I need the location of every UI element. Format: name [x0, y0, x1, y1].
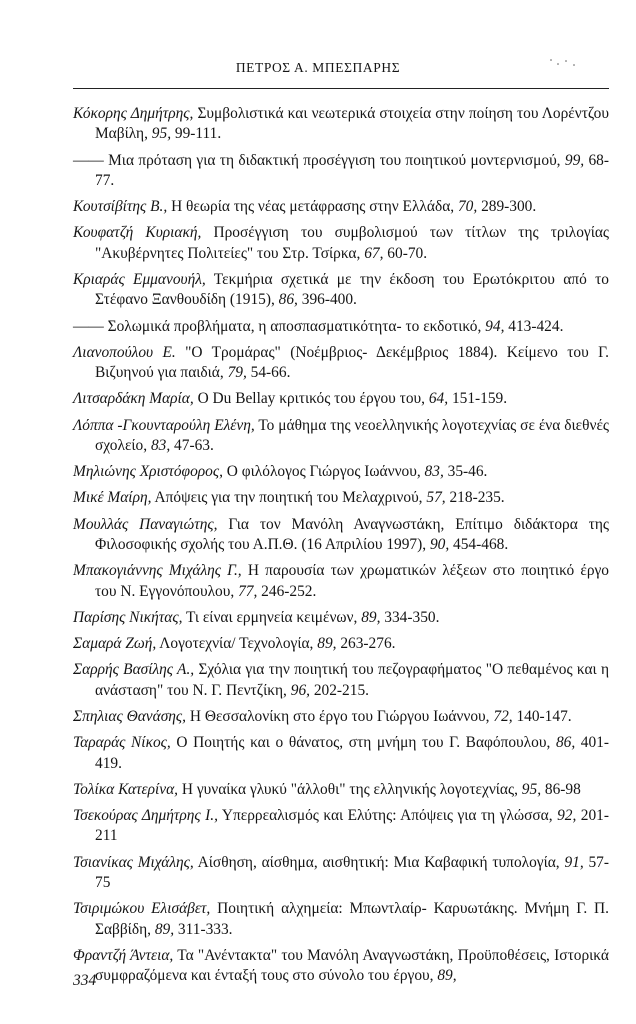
- bibliography-entry: [73, 780, 609, 800]
- entry-issue: 94,: [485, 317, 505, 335]
- entry-title: Η Θεσσαλονίκη στο έργο του Γιώργου Ιωάννου,: [186, 707, 494, 725]
- entry-title: Αίσθηση, αίσθημα, αισθητική: Μια Καβαφική τυπολογία,: [193, 853, 565, 871]
- entry-issue: 67,: [364, 244, 384, 262]
- bibliography-entry: [73, 561, 609, 602]
- bibliography-entry: [73, 733, 609, 774]
- entry-title: "Ο Τρομάρας" (Νοέμβριος- Δεκέμβριος 1884). Κείμενο του Γ. Βιζυηνού για παιδιά,: [95, 343, 609, 382]
- entry-pages: 47-63.: [170, 437, 214, 455]
- bibliography-entry: [73, 488, 609, 508]
- entry-title: Λογοτεχνία/ Τεχνολογία,: [156, 635, 318, 653]
- entry-pages: 311-333.: [174, 920, 233, 938]
- entry-pages: 289-300.: [477, 198, 537, 216]
- entry-author: Τσιριμώκου Ελισάβετ,: [73, 900, 211, 918]
- entry-title: Προσέγγιση του συμβολισμού των τίτλων της τριλογίας "Ακυβέρνητες Πολιτείες" του Στρ. Τσίρκα,: [95, 224, 610, 262]
- entry-pages: 401-419.: [95, 734, 610, 772]
- entry-pages: 54-66.: [246, 364, 291, 382]
- entry-issue: 86,: [555, 734, 576, 752]
- entry-pages: 413-424.: [504, 317, 564, 335]
- entry-issue: 95,: [521, 780, 542, 798]
- entry-title: Η γυναίκα γλυκύ "άλλοθι" της ελληνικής λογοτεχνίας,: [178, 780, 522, 798]
- entry-pages: 454-468.: [449, 536, 509, 554]
- entry-issue: 95,: [151, 125, 172, 143]
- entry-issue: 79,: [227, 364, 247, 382]
- bibliography-entry: [73, 223, 609, 264]
- entry-author: Παρίσης Νικήτας,: [73, 608, 183, 626]
- entry-author: Μικέ Μαίρη,: [73, 489, 152, 507]
- entry-author: Κουφατζή Κυριακή,: [73, 224, 202, 242]
- bibliography-entry: [73, 462, 609, 482]
- entry-pages: 218-235.: [445, 489, 505, 507]
- entry-issue: 83,: [424, 463, 444, 481]
- entry-issue: 70,: [457, 198, 478, 216]
- bibliography-entry: [73, 317, 609, 337]
- entry-title: Για τον Μανόλη Αναγνωστάκη, Επίτιμο διδάκτορα της Φιλοσοφικής σχολής του Α.Π.Θ. (16 Απριλίου 1997),: [95, 515, 609, 554]
- entry-title: Ποιητική αλχημεία: Μπωντλαίρ- Καρυωτάκης. Μνήμη Γ. Π. Σαββίδη,: [95, 900, 609, 938]
- entry-title: Υπερρεαλισμός και Ελύτης: Απόψεις για τη γλώσσα,: [217, 806, 558, 824]
- entry-author: Μηλιώνης Χριστόφορος,: [73, 463, 223, 481]
- bibliography-entry: [73, 197, 609, 217]
- entry-issue: 57,: [426, 489, 446, 507]
- entry-issue: 89,: [361, 608, 381, 626]
- entry-author: Σαμαρά Ζωή,: [73, 635, 157, 653]
- entry-pages: 68-77.: [95, 151, 609, 190]
- bibliography-entry: [73, 515, 609, 556]
- bibliography-entry: [73, 946, 609, 987]
- entry-issue: 77,: [238, 582, 258, 600]
- entry-issue: 91,: [564, 853, 584, 871]
- entry-issue: 89,: [437, 967, 457, 985]
- entry-author: Λιτσαρδάκη Μαρία,: [73, 390, 194, 408]
- entry-pages: 60-70.: [383, 244, 428, 262]
- entry-pages: 246-252.: [257, 582, 317, 600]
- entry-issue: 83,: [150, 437, 171, 455]
- bibliography-entry: [73, 389, 609, 409]
- entry-pages: 35-46.: [443, 463, 488, 481]
- entry-author: Κόκορης Δημήτρης,: [73, 105, 194, 122]
- bibliography-entry: [73, 899, 609, 940]
- entry-issue: 64,: [428, 390, 449, 408]
- entry-title: Ο φιλόλογος Γιώργος Ιωάννου,: [222, 463, 425, 481]
- entry-title: Η θεωρία της νέας μετάφρασης στην Ελλάδα,: [167, 198, 458, 216]
- bibliography-entry: [73, 608, 609, 628]
- entry-issue: 90,: [429, 536, 450, 554]
- entry-issue: 99,: [564, 151, 585, 169]
- entry-title: Τι είναι ερμηνεία κειμένων,: [182, 608, 362, 626]
- entry-issue: 96,: [290, 681, 310, 699]
- entry-pages: 396-400.: [297, 291, 357, 309]
- entry-title: Τα "Ανέντακτα" του Μανόλη Αναγνωστάκη, Προϋποθέσεις, Ιστορικά συμφραζόμενα και ένταξή τους στο σύνολο του έργου,: [95, 946, 609, 985]
- entry-issue: 92,: [557, 806, 577, 824]
- running-head: ΠΕΤΡΟΣ Α. ΜΠΕΣΠΑΡΗΣ: [235, 60, 401, 75]
- entry-title: Σχόλια για την ποιητική του πεζογραφήματος "Ο πεθαμένος και η ανάσταση" του Ν. Γ. Πεντζίκη,: [95, 661, 609, 699]
- entry-pages: 201-211: [95, 806, 610, 845]
- header-rule: [73, 88, 609, 89]
- entry-author: Λιανοπούλου Ε.: [73, 343, 176, 361]
- entry-title: Το μάθημα της νεοελληνικής λογοτεχνίας σε ένα διεθνές σχολείο,: [95, 416, 610, 455]
- entry-author: Φραντζή Άντεια,: [73, 946, 174, 964]
- entry-issue: 89,: [154, 920, 175, 938]
- bibliography-entry: [73, 151, 609, 192]
- page-number: 334: [73, 972, 97, 989]
- entry-title: Η παρουσία των χρωματικών λέξεων στο ποιητικό έργο του Ν. Εγγονόπουλου,: [95, 562, 609, 600]
- entry-author: Κριαράς Εμμανουήλ,: [73, 271, 206, 289]
- entry-title: Τεκμήρια σχετικά με την έκδοση του Ερωτόκριτου από το Στέφανο Ξανθουδίδη (1915),: [95, 271, 609, 309]
- entry-title: O Du Bellay κριτικός του έργου του,: [193, 390, 429, 408]
- entry-issue: 89,: [317, 635, 337, 653]
- bibliography-entry: [73, 270, 609, 311]
- entry-author: Τολίκα Κατερίνα,: [73, 780, 179, 798]
- entry-pages: 263-276.: [336, 635, 396, 653]
- entry-author: Τσεκούρας Δημήτρης Ι.,: [73, 806, 218, 824]
- entry-author: Σπηλιας Θανάσης,: [73, 707, 187, 725]
- entry-issue: 86,: [278, 291, 298, 309]
- entry-title: —— Σολωμικά προβλήματα, η αποσπασματικότητα- το εκδοτικό,: [73, 317, 486, 335]
- entry-title: Απόψεις για την ποιητική του Μελαχρινού,: [151, 489, 427, 507]
- entry-author: Μπακογιάννης Μιχάλης Γ.,: [73, 562, 242, 580]
- bibliography-entry: [73, 707, 609, 727]
- entry-author: Λόππα -Γκουνταρούλη Ελένη,: [73, 416, 255, 434]
- entry-pages: 140-147.: [512, 707, 572, 725]
- entry-pages: 334-350.: [380, 608, 440, 626]
- entry-author: Ταραράς Νίκος,: [73, 734, 171, 752]
- entry-author: Σαρρής Βασίλης Α.,: [73, 661, 195, 679]
- entry-pages: 57-75: [95, 853, 609, 891]
- entry-title: Συμβολιστικά και νεωτερικά στοιχεία στην ποίηση του Λορέντζου Μαβίλη,: [95, 105, 610, 143]
- entry-author: Μουλλάς Παναγιώτης,: [73, 515, 218, 533]
- entry-issue: 72,: [493, 707, 513, 725]
- entry-author: Κουτσίβίτης Β.,: [73, 198, 168, 216]
- entry-pages: 99-111.: [171, 125, 222, 143]
- bibliography-entry: [73, 343, 609, 384]
- bibliography-list: [73, 104, 609, 992]
- bibliography-entry: [73, 853, 609, 894]
- entry-pages: 151-159.: [448, 390, 508, 408]
- entry-title: Ο Ποιητής και ο θάνατος, στη μνήμη του Γ. Βαφόπουλου,: [170, 734, 556, 752]
- bibliography-entry: [73, 416, 609, 457]
- entry-pages: 86-98: [541, 780, 581, 798]
- entry-author: Τσιανίκας Μιχάλης,: [73, 853, 194, 871]
- bibliography-entry: [73, 660, 609, 701]
- entry-pages: 202-215.: [310, 681, 369, 699]
- entry-title: —— Μια πρόταση για τη διδακτική προσέγγιση του ποιητικού μοντερνισμού,: [73, 151, 565, 169]
- bibliography-entry: [73, 104, 609, 145]
- bibliography-entry: [73, 634, 609, 654]
- bibliography-entry: [73, 806, 609, 847]
